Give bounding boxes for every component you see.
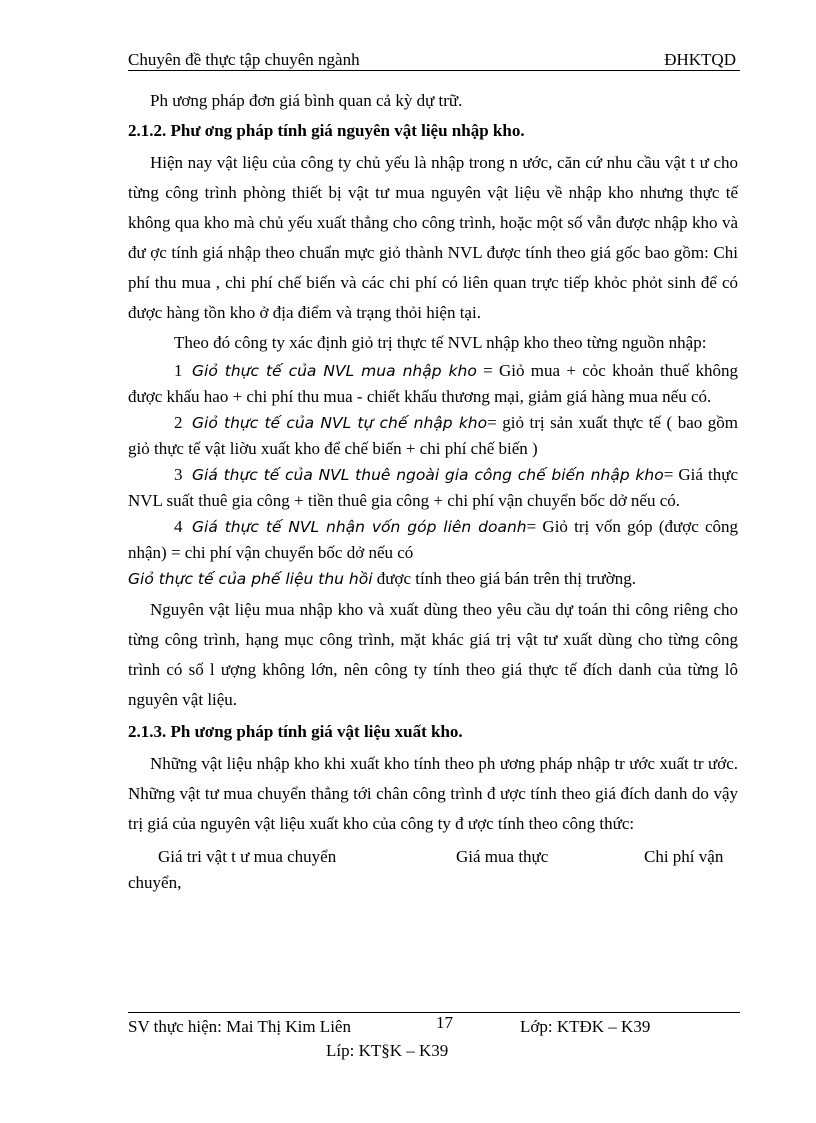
list-item-self-made [128,410,738,462]
footer-class-legacy: Líp: KT§K – K39 [326,1041,449,1060]
formula-term-transport: chuyển, [128,873,182,892]
paragraph-cost-by-source: Theo đó công ty xác định giỏ trị thực tế NVL nhập kho theo từng nguồn nhập: [174,333,707,352]
list-item-label: Giỏ thực tế của NVL tự chế nhập kho [192,414,488,432]
header-title: Chuyên đề thực tập chuyên ngành [128,50,360,69]
page-body [128,88,738,895]
section-heading-2-1-3: 2.1.3. Ph ương pháp tính giá vật liệu xuất kho. [128,722,463,741]
footer-class: Lớp: KTĐK – K39 [520,1017,651,1036]
footer-student: SV thực hiện: Mai Thị Kim Liên [128,1017,351,1036]
list-item-outsourced [128,462,738,514]
formula-term-cost: Chi phí vận [644,847,724,866]
list-number: 1 [174,361,183,380]
formula-term-value: Giá tri vật t ư mua chuyển [158,847,337,866]
list-item-text: được tính theo giá bán trên thị trường. [372,569,637,588]
list-item-scrap [128,566,738,592]
formula-row [128,839,738,895]
list-item-label: Giá thực tế NVL nhận vốn góp liên doanh [192,518,527,536]
header-university: ĐHKTQD [664,50,736,69]
paragraph-method-average: Ph ương pháp đơn giá bình quan cả kỳ dự trữ. [150,91,463,110]
section-heading-2-1-2: 2.1.2. Phư ơng pháp tính giá nguyên vật liệu nhập kho. [128,121,525,140]
list-item-label: Giỏ thực tế của phế liệu thu hồi [128,570,373,588]
footer-page-number: 17 [436,1013,453,1032]
list-item-text: = Giá thực NVL suất thuê gia công + tiền thuê gia công + chi phí vận chuyển bốc dở nếu có. [128,465,738,510]
paragraph-import-materials: Hiện nay vật liệu của công ty chủ yếu là nhập trong n ước, căn cứ nhu cầu vật t ư cho từng công trình phòng thiết bị vật tư mua nguyên vật liệu về nhập kho nhưng thực tế không qua kho mà chủ yếu xuất thẳng cho công trình, hoặc một số vẫn được nhập kho và đư ợc tính giá nhập theo chuẩn mực giỏ thành NVL được tính theo giá gốc bao gồm: Chi phí thu mua , chi phí chế biến và các chi phí có liên quan trực tiếp khỏc phỏt sinh để có được hàng tồn kho ở địa điểm và trạng thỏi hiện tại. [128,153,738,322]
list-item-purchase [128,358,738,410]
list-item-text: = giỏ trị sản xuất thực tế ( bao gồm giỏ thực tế vật liờu xuất kho để chế biến + chi phí chế biến ) [128,413,739,458]
paragraph-export-method: Những vật liệu nhập kho khi xuất kho tính theo ph ương pháp nhập tr ước xuất tr ước. Những vật tư mua chuyển thẳng tới chân công trình đ ược tính theo giá đích danh do vậy trị giá của nguyên vật liệu xuất kho của công ty đ ược tính theo công thức: [128,754,738,833]
page-header [128,48,740,71]
list-item-text: = Giỏ trị vốn góp (được công nhận) = chi phí vận chuyển bốc dở nếu có [128,517,739,562]
list-item-text: = Giỏ mua + cỏc khoản thuế không được khấu hao + chi phí thu mua - chiết khấu thương mại, giảm giá hàng mua nếu có. [128,361,738,406]
list-number: 3 [174,465,183,484]
list-item-label: Giỏ thực tế của NVL mua nhập kho [192,362,477,380]
list-number: 4 [174,517,183,536]
page-footer [128,1012,740,1081]
list-item-label: Giá thực tế của NVL thuê ngoài gia công chế biến nhập kho [192,466,664,484]
paragraph-material-usage: Nguyên vật liệu mua nhập kho và xuất dùng theo yêu cầu dự toán thi công riêng cho từng công trình, hạng mục công trình, mặt khác giá trị vật tư xuất dùng cho từng công trình có số l ượng không lớn, nên công ty tính theo giá thực tế đích danh của từng lô nguyên vật liệu. [128,600,738,709]
list-item-capital [128,514,738,566]
formula-term-price: Giá mua thực [456,847,549,866]
list-number: 2 [174,413,183,432]
